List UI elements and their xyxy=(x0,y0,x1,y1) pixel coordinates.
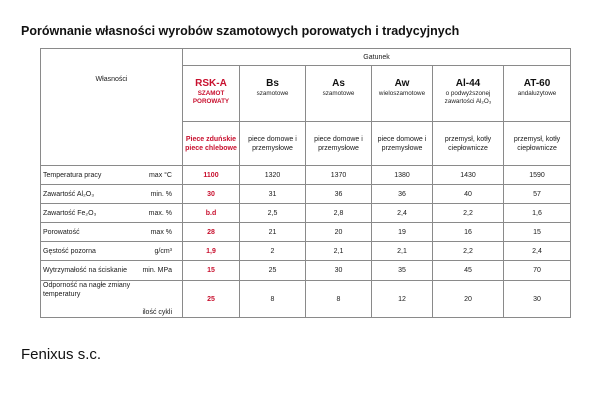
value-cell: 15 xyxy=(504,223,571,242)
property-name: Odporność na nagłe zmiany temperatury xyxy=(43,282,131,298)
value-cell: 35 xyxy=(372,261,433,281)
value-cell: 12 xyxy=(372,281,433,318)
value-cell: 1380 xyxy=(372,166,433,185)
property-cell xyxy=(41,261,183,281)
value-cell: 30 xyxy=(183,185,240,204)
property-name: Temperatura pracy xyxy=(43,171,102,179)
value-cell: 28 xyxy=(183,223,240,242)
value-cell: 45 xyxy=(433,261,504,281)
grade-header-al-44 xyxy=(433,66,504,122)
value-cell: 1320 xyxy=(240,166,306,185)
value-cell: 40 xyxy=(433,185,504,204)
value-cell: 19 xyxy=(372,223,433,242)
grade-subtitle: SZAMOT POROWATY xyxy=(192,90,230,105)
comparison-table xyxy=(40,48,571,318)
value-cell: 2 xyxy=(240,242,306,261)
property-unit: max °C xyxy=(148,171,172,179)
value-cell: 25 xyxy=(183,281,240,318)
grade-code: RSK-A xyxy=(195,78,227,89)
property-header: Własności xyxy=(41,49,183,166)
grade-subtitle: szamotowe xyxy=(256,90,289,97)
grade-code: Aw xyxy=(394,78,410,89)
value-cell: 16 xyxy=(433,223,504,242)
value-cell: 8 xyxy=(306,281,372,318)
table-row xyxy=(41,242,571,261)
value-cell: 36 xyxy=(306,185,372,204)
grade-application: piece domowe i przemysłowe xyxy=(240,122,306,166)
table-row xyxy=(41,166,571,185)
value-cell: 31 xyxy=(240,185,306,204)
header-group-row xyxy=(41,49,571,66)
value-cell: 30 xyxy=(306,261,372,281)
table-row xyxy=(41,223,571,242)
grade-subtitle: szamotowe xyxy=(322,90,355,97)
grade-application: Piece zduńskie piece chlebowe xyxy=(183,122,240,166)
value-cell: 30 xyxy=(504,281,571,318)
grade-application: piece domowe i przemysłowe xyxy=(372,122,433,166)
property-cell xyxy=(41,166,183,185)
table-row xyxy=(41,261,571,281)
grade-code: As xyxy=(332,78,345,89)
property-cell xyxy=(41,281,183,318)
grade-group-header: Gatunek xyxy=(183,49,571,66)
value-cell: 1,6 xyxy=(504,204,571,223)
grade-code: AT-60 xyxy=(523,78,551,89)
value-cell: 8 xyxy=(240,281,306,318)
value-cell: 1590 xyxy=(504,166,571,185)
grade-header-at-60 xyxy=(504,66,571,122)
grade-application: piece domowe i przemysłowe xyxy=(306,122,372,166)
grade-code: Bs xyxy=(266,78,279,89)
table-row xyxy=(41,281,571,318)
property-cell xyxy=(41,204,183,223)
grade-header-rsk-a xyxy=(183,66,240,122)
page-title: Porównanie własności wyrobów szamotowych porowatych i tradycyjnych xyxy=(21,24,460,38)
company-name: Fenixus s.c. xyxy=(21,346,102,363)
grade-header-as xyxy=(306,66,372,122)
grade-subtitle: o podwyższonej zawartości Al₂O₃ xyxy=(444,90,492,105)
property-unit: min. % xyxy=(150,190,172,198)
property-unit: ilość cykli xyxy=(142,309,172,316)
value-cell: 15 xyxy=(183,261,240,281)
property-name: Porowatość xyxy=(43,228,80,236)
value-cell: 25 xyxy=(240,261,306,281)
table-row xyxy=(41,204,571,223)
value-cell: 36 xyxy=(372,185,433,204)
value-cell: 2,1 xyxy=(372,242,433,261)
value-cell: 20 xyxy=(306,223,372,242)
grade-header-bs xyxy=(240,66,306,122)
value-cell: 1430 xyxy=(433,166,504,185)
property-name: Zawartość Fe₂O₃ xyxy=(43,209,97,217)
grade-header-aw xyxy=(372,66,433,122)
value-cell: 2,4 xyxy=(504,242,571,261)
property-cell xyxy=(41,223,183,242)
property-unit: min. MPa xyxy=(142,267,172,274)
value-cell: 2,1 xyxy=(306,242,372,261)
value-cell: 2,8 xyxy=(306,204,372,223)
property-name: Wytrzymałość na ściskanie xyxy=(43,267,127,274)
grade-application: przemysł, kotły ciepłownicze xyxy=(504,122,571,166)
property-name: Zawartość Al₂O₃ xyxy=(43,190,95,198)
value-cell: 2,5 xyxy=(240,204,306,223)
property-cell xyxy=(41,242,183,261)
value-cell: 2,4 xyxy=(372,204,433,223)
property-unit: max % xyxy=(150,228,172,236)
value-cell: b.d xyxy=(183,204,240,223)
property-cell xyxy=(41,185,183,204)
value-cell: 70 xyxy=(504,261,571,281)
value-cell: 20 xyxy=(433,281,504,318)
value-cell: 21 xyxy=(240,223,306,242)
value-cell: 2,2 xyxy=(433,204,504,223)
property-unit: max. % xyxy=(148,209,172,217)
value-cell: 2,2 xyxy=(433,242,504,261)
grade-subtitle: wieloszamotowe xyxy=(378,90,426,97)
value-cell: 1370 xyxy=(306,166,372,185)
grade-subtitle: andaluzytowe xyxy=(517,90,557,97)
property-name: Gęstość pozorna xyxy=(43,247,96,255)
property-unit: g/cm³ xyxy=(154,247,172,255)
grade-code: Al-44 xyxy=(455,78,481,89)
value-cell: 57 xyxy=(504,185,571,204)
table-row xyxy=(41,185,571,204)
value-cell: 1,9 xyxy=(183,242,240,261)
value-cell: 1100 xyxy=(183,166,240,185)
grade-application: przemysł, kotły ciepłownicze xyxy=(433,122,504,166)
